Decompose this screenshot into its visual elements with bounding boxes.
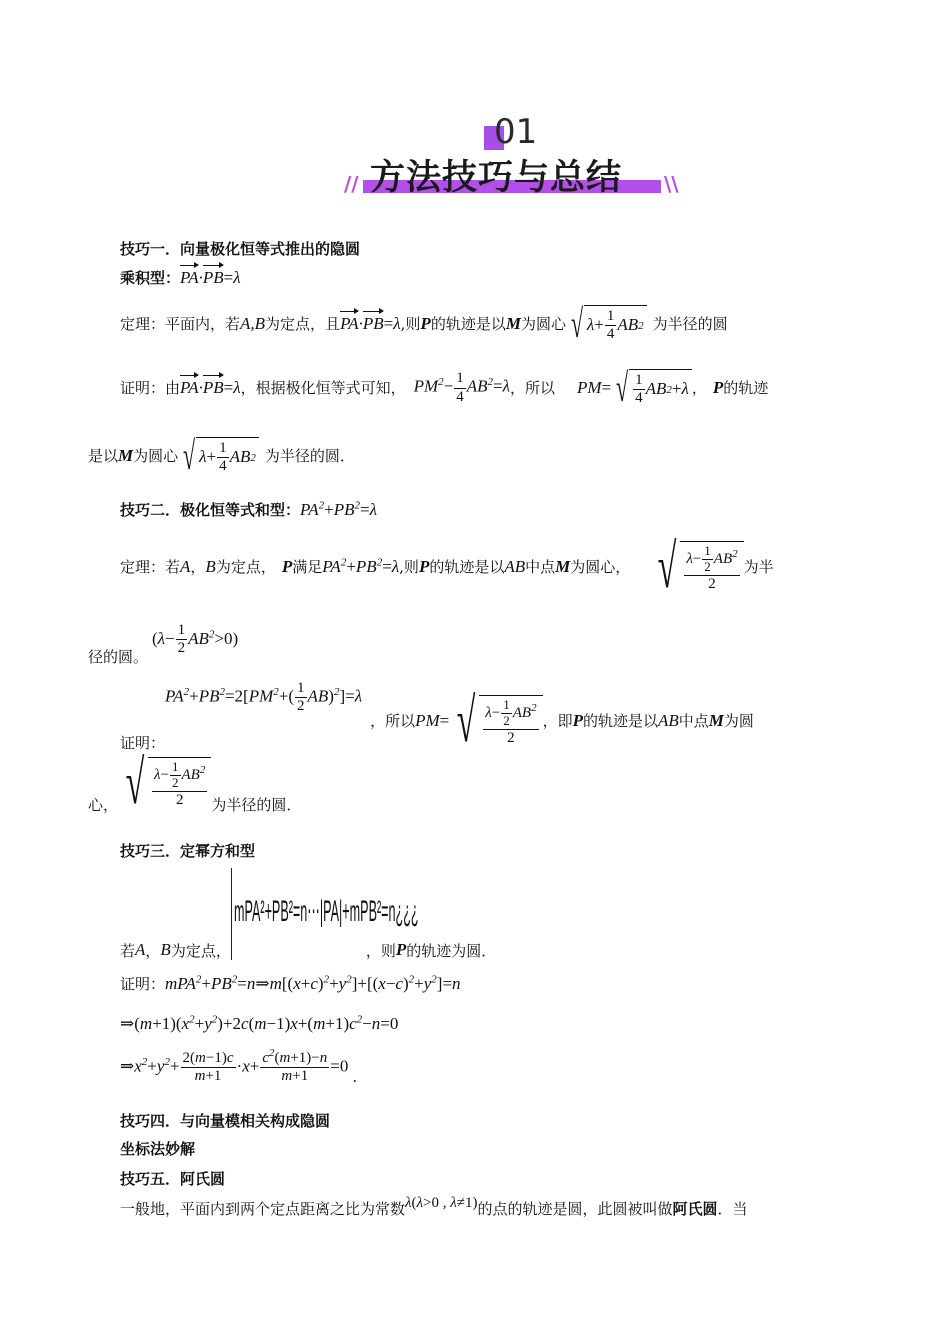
tip1-radius-formula: √ λ + $\frac{1}{4}$ AB 2 (566, 304, 647, 344)
tip3-text: 若 (120, 942, 136, 960)
separator: ， (145, 942, 161, 960)
point-p: P (572, 710, 583, 730)
tip1-type-label: 乘积型： (120, 269, 181, 287)
point-a: A (135, 939, 146, 959)
tip2-proof-line2 (88, 749, 302, 817)
point-m: M (505, 313, 521, 333)
tip1-proof-text: 的轨迹 (723, 379, 769, 397)
tip2-proof-lead: 证明： (120, 734, 166, 752)
tip3-statement-line (120, 868, 496, 960)
section-number: 01 (494, 112, 538, 152)
tip1-theorem-condition: PA·PB=λ (340, 313, 401, 333)
point-p: P (712, 377, 724, 397)
tip5-lambda-condition: λ(λ>0 , λ≠1) (405, 1195, 478, 1211)
tip1-type-formula: PA·PB=λ (180, 268, 241, 287)
tip4-heading: 技巧四．与向量模相关构成隐圆 (120, 1112, 331, 1130)
tip1-proof-text: ，根据极化恒等式可知， (240, 379, 406, 397)
tip1-proof-text: 为圆心 (133, 447, 179, 465)
tip2-theorem-tail: 为半 (743, 558, 774, 576)
tip2-theorem-line (120, 533, 865, 601)
tip3-proof-eq2: $\Rightarrow(m+1)(x^2+y^2)+2c(m-1)x+(m+1)c^2-n=0$ (120, 1013, 399, 1033)
separator: ， (190, 558, 206, 576)
tip2-proof-line (120, 680, 865, 755)
tip3-heading: 技巧三．定幂方和型 (120, 842, 256, 860)
tip3-text: ，则 (365, 942, 396, 960)
tip1-theorem-text: 的轨迹是以 (430, 315, 506, 333)
tip1-type-line (120, 268, 241, 288)
tip2-proof-text: 的轨迹是以 (582, 712, 658, 730)
tip5-text: 的点的轨迹是圆，此圆被叫做 (477, 1200, 673, 1218)
point-b: B (205, 556, 216, 576)
tip2-theorem-text: 为圆心， (570, 558, 631, 576)
tip3-distorted-formula (231, 868, 419, 960)
right-decor-slashes: \\ (664, 172, 679, 196)
point-p: P (420, 313, 431, 333)
tip1-theorem-text: 为圆心 (520, 315, 566, 333)
tip2-proof-text: ，即 (542, 712, 573, 730)
tip2-proof-pm: PM= (415, 710, 450, 730)
point-m: M (118, 445, 134, 465)
tip1-proof-pm: PM= (577, 377, 612, 397)
tip3-text: 为定点， (170, 942, 231, 960)
tip2-lambda-condition: (λ− $\frac{1}{2}$ $AB^2>0$) (152, 622, 239, 657)
segment-ab: AB (504, 556, 526, 576)
tip3-proof-line3 (120, 1047, 358, 1086)
tip2-heading: 技巧二．极化恒等式和型： (120, 501, 301, 519)
tip1-proof-identity: $PM^2-$ $\frac{1}{4}$ $AB^2=\lambda$ (413, 370, 510, 405)
tip1-proof-radius2: √ λ + $\frac{1}{4}$ AB 2 (178, 436, 259, 476)
tip4-subheading: 坐标法妙解 (120, 1140, 196, 1158)
tip3-proof-lead: 证明： (120, 975, 166, 993)
tip2-theorem-text: 为定点， (215, 558, 276, 576)
tip1-theorem-line (120, 301, 728, 346)
tip2-heading-formula: $PA^2+PB^2=\lambda$ (300, 499, 377, 519)
tip2-theorem-text: 满足 (292, 558, 323, 576)
tip2-proof-text: 心， (88, 796, 119, 814)
tip1-proof-lead: 证明：由 (120, 379, 181, 397)
tip3-proof-eq3: $\Rightarrow x^2+y^2+$ $\frac{2(m-1)c}{m+1}$ ·x+ $\frac{c^2(m+1)-n}{m+1}$ =0 (120, 1047, 349, 1085)
point-p: P (281, 556, 293, 576)
tip3-proof-line1 (120, 974, 461, 994)
tip3-text: 的轨迹为圆． (406, 942, 497, 960)
tip2-proof-text: 为圆 (723, 712, 754, 730)
tip1-theorem-text: ,则 (400, 315, 421, 333)
tip2-radius-formula: √ λ− $\frac{1}{2}$ $AB^2$ 2 (650, 536, 743, 598)
tip5-paragraph (120, 1195, 865, 1218)
tip2-proof-tail: 为半径的圆． (211, 796, 302, 814)
tip5-text: ．当 (717, 1200, 748, 1218)
tip2-theorem-lead: 定理：若 (120, 558, 181, 576)
tip5-heading: 技巧五．阿氏圆 (120, 1170, 226, 1188)
tip2-proof-text: ，所以 (370, 712, 416, 730)
point-a: A (180, 556, 191, 576)
tip1-heading: 技巧一．向量极化恒等式推出的隐圆 (120, 240, 361, 258)
tip2-proof-radius: √ λ− $\frac{1}{2}$ $AB^2$ 2 (449, 690, 542, 752)
point-ab: A,B (240, 313, 266, 333)
segment-ab: AB (658, 710, 679, 730)
tip3-proof-eq1: $mPA^2+PB^2=n\Rightarrow m[(x+c)^2+y^2]+[(x-c)^2+y^2]=n$ (165, 973, 461, 993)
tip2-proof-radius2: √ λ− $\frac{1}{2}$ $AB^2$ 2 (118, 752, 211, 814)
tip2-theorem-text: ,则 (399, 558, 419, 576)
tip2-proof-text: 中点 (678, 712, 709, 730)
tip3-proof-line2 (120, 1014, 398, 1034)
point-m: M (708, 710, 724, 730)
tip1-proof-line (120, 365, 865, 410)
tip1-theorem-lead: 定理：平面内，若 (120, 315, 241, 333)
point-b: B (160, 939, 171, 959)
point-p: P (418, 556, 430, 576)
tip1-proof-text: ，所以 (510, 379, 556, 397)
tip2-theorem-text: 的轨迹是以 (429, 558, 505, 576)
tip2-proof-identity: $PA^2+PB^2=2[PM^2+$( $\frac{1}{2}$ AB)$^2$]=λ (165, 680, 363, 715)
tip1-proof-condition: PA·PB=λ (180, 377, 241, 397)
tip3-period: . (352, 1067, 358, 1086)
tip2-condition: $PA^2+PB^2=\lambda$ (322, 556, 400, 576)
tip2-heading-line (120, 500, 377, 520)
tip1-proof-tail: 为半径的圆． (264, 447, 355, 465)
page-title: 方法技巧与总结 (370, 158, 623, 198)
point-p: P (395, 939, 407, 959)
tip1-theorem-tail: 为半径的圆 (652, 315, 728, 333)
tip1-proof-radius: √ $\frac{1}{4}$ AB 2 + λ (611, 368, 692, 408)
tip2-condition-note (152, 622, 238, 658)
tip1-proof-text: ， (691, 379, 707, 397)
tip1-theorem-text: 为定点，且 (265, 315, 341, 333)
point-m: M (555, 556, 571, 576)
tip5-text: 一般地，平面内到两个定点距离之比为常数 (120, 1200, 406, 1218)
tip2-theorem-text: 中点 (525, 558, 556, 576)
tip5-term-bold: 阿氏圆 (672, 1200, 718, 1218)
tip3-distorted-text: mPA²+PB²=n⋯|PA|+mPB²=n¿¿¿ (233, 895, 419, 928)
left-decor-slashes: // (344, 172, 359, 196)
tip1-proof-line2 (88, 433, 355, 478)
tip1-proof-text: 是以 (88, 447, 119, 465)
tip2-theorem-line2: 径的圆。 (88, 648, 149, 666)
